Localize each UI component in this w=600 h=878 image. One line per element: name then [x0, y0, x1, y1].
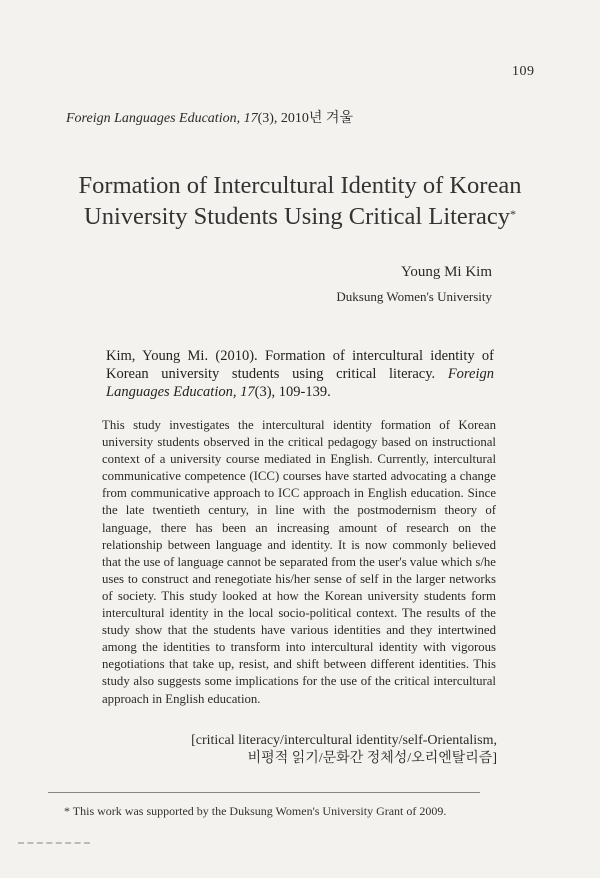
- title-line-1: Formation of Intercultural Identity of Korean: [78, 172, 522, 199]
- footnote-divider: [48, 792, 480, 793]
- citation-text: Kim, Young Mi. (2010). Formation of intercultural identity of Korean university students using critical literacy.: [106, 348, 494, 382]
- journal-issue: (3), 2010년 겨울: [257, 111, 353, 126]
- journal-name: Foreign Languages Education, 17: [66, 111, 258, 126]
- page-number: 109: [512, 64, 535, 79]
- keywords: [191, 732, 497, 768]
- title-line-2-text: University Students Using Critical Literacy: [84, 203, 510, 230]
- page-edge-marks: [18, 842, 90, 846]
- paper-title: [0, 170, 600, 232]
- citation: [106, 347, 494, 401]
- title-footnote-marker: *: [509, 207, 516, 221]
- footnote: * This work was supported by the Duksung Women's University Grant of 2009.: [64, 804, 447, 818]
- citation-journal: Foreign Languages Education, 17: [106, 366, 494, 400]
- title-line-2: [0, 201, 600, 232]
- keywords-korean: 비평적 읽기/문화간 정체성/오리엔탈리즘]: [247, 751, 497, 766]
- abstract: This study investigates the intercultural identity formation of Korean university students observed in the critical pedagogy based on instructional context of a university course mediated in English. Currently, intercultural communicative competence (ICC) courses have started advocating a change from communicative approach to ICC approach in English education. Since the late twentieth century, in line with the postmodernism theory of language, there has been an increasing amount of research on the relationship between language and identity. It is now commonly believed that the use of language cannot be separated from the user's value which s/he uses to construct and renegotiate his/her sense of self in the larger networks of society. This study looked at how the Korean university students form intercultural identity in the local socio-political context. The results of the study show that the students have various identities and they intertwined among the identities to transform into intercultural identity with vigorous negotiations that take up, resist, and shift between different identities. This study also suggests some implications for the use of the critical intercultural approach in English education.: [102, 418, 496, 706]
- journal-header: [66, 107, 353, 127]
- author-affiliation: Duksung Women's University: [336, 289, 492, 304]
- citation-rest: (3), 109-139.: [254, 384, 331, 400]
- author-name: Young Mi Kim: [400, 264, 492, 280]
- keywords-english: [critical literacy/intercultural identity/self-Orientalism,: [191, 733, 497, 748]
